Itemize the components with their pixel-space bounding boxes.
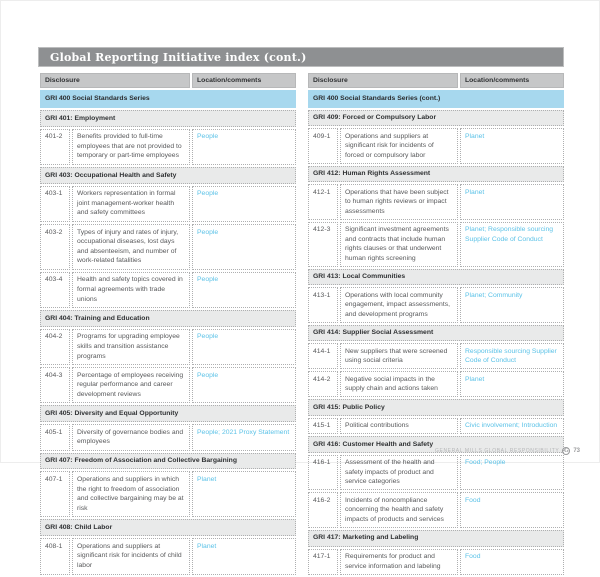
location-cell [460, 184, 564, 220]
location-cell [460, 492, 564, 528]
location-link[interactable]: Planet; Community [465, 291, 523, 299]
disclosure-description: Significant investment agreements and contracts that include human rights clauses or that underwent human rights screening [340, 222, 458, 267]
series-header-row [40, 90, 296, 108]
section-header-row [40, 167, 296, 184]
general-mills-logo-icon: G [563, 448, 569, 454]
location-cell [192, 272, 296, 308]
disclosure-row [308, 371, 564, 397]
location-link[interactable]: Food [465, 553, 481, 560]
section-header-row [308, 110, 564, 127]
location-cell [192, 329, 296, 365]
disclosure-description: Operations that have been subject to human rights reviews or impact assessments [340, 184, 458, 220]
series-header: GRI 400 Social Standards Series (cont.) [308, 90, 564, 108]
disclosure-description: Programs for upgrading employee skills and transition assistance programs [72, 329, 190, 365]
section-header-row [308, 269, 564, 286]
disclosure-row [40, 329, 296, 365]
disclosure-row [40, 424, 296, 451]
disclosure-row [40, 224, 296, 270]
disclosure-description: Operations with local community engagement, impact assessments, and development programs [340, 287, 458, 323]
disclosure-id: 414-2 [308, 371, 338, 397]
location-cell [460, 287, 564, 323]
disclosure-id: 417-1 [308, 549, 338, 575]
disclosure-id: 409-1 [308, 128, 338, 164]
disclosure-description: Operations and suppliers at significant risk for incidents of forced or compulsory labor [340, 128, 458, 164]
section-header-row [40, 110, 296, 127]
disclosure-row [308, 549, 564, 575]
location-link[interactable]: Planet [465, 188, 485, 196]
column-header-disclosure: Disclosure [40, 73, 190, 88]
page-title: Global Reporting Initiative index (cont.) [38, 47, 564, 67]
location-cell [192, 538, 296, 574]
disclosure-description: Benefits provided to full-time employees that are not provided to temporary or part-time employees [72, 129, 190, 165]
location-link[interactable]: Food [465, 496, 481, 504]
location-cell [460, 418, 564, 435]
location-link[interactable]: Planet [197, 542, 217, 550]
disclosure-description: Percentage of employees receiving regular performance and career development reviews [72, 367, 190, 403]
location-cell [460, 549, 564, 575]
disclosure-id: 416-2 [308, 492, 338, 528]
disclosure-description: Political contributions [340, 418, 458, 435]
disclosure-description: Health and safety topics covered in formal agreements with trade unions [72, 272, 190, 308]
column-header-location: Location/comments [460, 73, 564, 88]
disclosure-description: Incidents of noncompliance concerning the health and safety impacts of products and services [340, 492, 458, 528]
disclosure-id: 412-1 [308, 184, 338, 220]
section-header: GRI 417: Marketing and Labeling [308, 530, 564, 547]
location-cell [192, 424, 296, 451]
disclosure-description: Assessment of the health and safety impacts of product and service categories [340, 455, 458, 491]
section-header-row [308, 530, 564, 547]
gri-index-table-right [306, 71, 566, 577]
disclosure-row [40, 129, 296, 165]
disclosure-id: 401-2 [40, 129, 70, 165]
disclosure-row [308, 287, 564, 323]
location-link[interactable]: People [197, 333, 219, 341]
disclosure-row [40, 186, 296, 222]
disclosure-id: 407-1 [40, 471, 70, 517]
disclosure-description: Requirements for product and service information and labeling [340, 549, 458, 575]
section-header: GRI 415: Public Policy [308, 399, 564, 416]
location-link[interactable]: People [197, 190, 219, 198]
disclosure-description: Negative social impacts in the supply chain and actions taken [340, 371, 458, 397]
disclosure-row [308, 343, 564, 369]
location-link[interactable]: People [197, 276, 219, 284]
column-header-row [40, 73, 296, 88]
location-link[interactable]: People [197, 371, 219, 379]
disclosure-id: 405-1 [40, 424, 70, 451]
section-header: GRI 408: Child Labor [40, 519, 296, 536]
disclosure-id: 415-1 [308, 418, 338, 435]
section-header: GRI 405: Diversity and Equal Opportunity [40, 405, 296, 422]
disclosure-description: Workers representation in formal joint management-worker health and safety committees [72, 186, 190, 222]
section-header-row [308, 399, 564, 416]
column-header-row [308, 73, 564, 88]
section-header-row [308, 325, 564, 342]
disclosure-id: 403-2 [40, 224, 70, 270]
section-header: GRI 414: Supplier Social Assessment [308, 325, 564, 342]
section-header: GRI 403: Occupational Health and Safety [40, 167, 296, 184]
section-header: GRI 409: Forced or Compulsory Labor [308, 110, 564, 127]
location-cell [460, 455, 564, 491]
disclosure-row [308, 222, 564, 267]
location-cell [460, 128, 564, 164]
location-link[interactable]: People [197, 228, 219, 236]
section-header: GRI 412: Human Rights Assessment [308, 166, 564, 183]
location-cell [192, 224, 296, 270]
location-link[interactable]: Planet [465, 132, 485, 140]
disclosure-row [40, 272, 296, 308]
disclosure-row [308, 455, 564, 491]
location-cell [192, 129, 296, 165]
disclosure-id: 404-3 [40, 367, 70, 403]
disclosure-row [308, 418, 564, 435]
disclosure-row [308, 128, 564, 164]
location-link[interactable]: Food; People [465, 459, 506, 467]
location-link[interactable]: Planet; Responsible sourcing Supplier Code of Conduct [465, 226, 554, 243]
location-link[interactable]: Responsible sourcing Supplier Code of Conduct [465, 347, 557, 365]
location-cell [192, 186, 296, 222]
disclosure-description: Operations and suppliers in which the right to freedom of association and collective bargaining may be at risk [72, 471, 190, 517]
disclosure-id: 408-1 [40, 538, 70, 574]
column-header-location: Location/comments [192, 73, 296, 88]
disclosure-row [40, 367, 296, 403]
section-header: GRI 404: Training and Education [40, 310, 296, 327]
location-link[interactable]: People [197, 133, 219, 141]
section-header: GRI 407: Freedom of Association and Collective Bargaining [40, 453, 296, 470]
gri-index-table-left [38, 71, 298, 577]
location-link[interactable]: Planet [465, 375, 485, 383]
disclosure-description: Diversity of governance bodies and employees [72, 424, 190, 451]
disclosure-id: 404-2 [40, 329, 70, 365]
location-cell [460, 343, 564, 369]
column-header-disclosure: Disclosure [308, 73, 458, 88]
series-header-row [308, 90, 564, 108]
disclosure-id: 412-3 [308, 222, 338, 267]
location-cell [460, 222, 564, 267]
disclosure-row [40, 538, 296, 574]
location-cell [192, 471, 296, 517]
disclosure-row [40, 471, 296, 517]
section-header-row [40, 519, 296, 536]
disclosure-description: New suppliers that were screened using social criteria [340, 343, 458, 369]
section-header: GRI 401: Employment [40, 110, 296, 127]
disclosure-id: 403-4 [40, 272, 70, 308]
disclosure-description: Types of injury and rates of injury, occupational diseases, lost days and absenteeism, and number of work-related fatalities [72, 224, 190, 270]
disclosure-id: 414-1 [308, 343, 338, 369]
series-header: GRI 400 Social Standards Series [40, 90, 296, 108]
location-link[interactable]: People; 2021 Proxy Statement [197, 428, 290, 436]
location-cell [460, 371, 564, 397]
location-link[interactable]: Civic involvement; Introduction [465, 422, 558, 430]
disclosure-id: 416-1 [308, 455, 338, 491]
footer-report-title: GENERAL MILLS GLOBAL RESPONSIBILITY [435, 448, 560, 454]
location-cell [192, 367, 296, 403]
section-header-row [40, 453, 296, 470]
gri-index-tables [38, 71, 566, 577]
location-link[interactable]: Planet [197, 475, 217, 483]
section-header-row [40, 405, 296, 422]
section-header-row [40, 310, 296, 327]
section-header-row [308, 166, 564, 183]
disclosure-description: Operations and suppliers at significant risk for incidents of child labor [72, 538, 190, 574]
section-header: GRI 413: Local Communities [308, 269, 564, 286]
section-header: GRI 416: Customer Health and Safety [308, 436, 564, 453]
page-footer [435, 447, 580, 455]
disclosure-id: 403-1 [40, 186, 70, 222]
disclosure-id: 413-1 [308, 287, 338, 323]
page-number: 73 [573, 448, 580, 454]
disclosure-row [308, 184, 564, 220]
disclosure-row [308, 492, 564, 528]
